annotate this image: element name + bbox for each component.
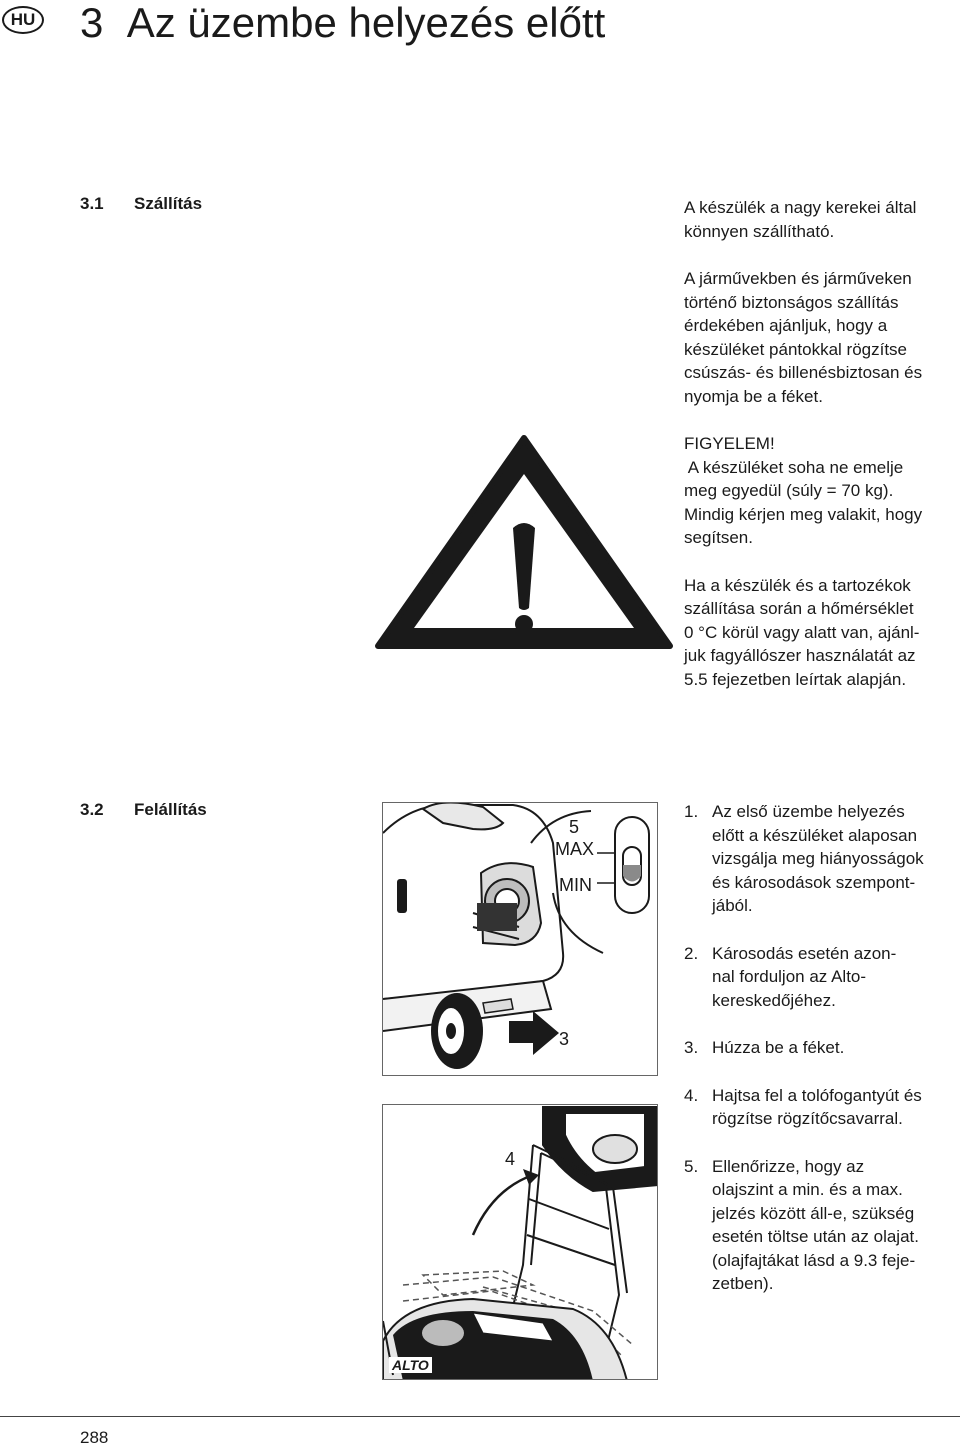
chapter-title-text: Az üzembe helyezés előtt (126, 0, 606, 46)
text-line: juk fagyállószer használatát az (684, 646, 916, 665)
paragraph (684, 267, 960, 408)
machine-handle-illustration (383, 1105, 658, 1380)
text-line: rögzítse rögzítőcsavarral. (712, 1109, 903, 1128)
figure-handle-unfold (382, 1104, 658, 1380)
text-line: nyomja be a féket. (684, 386, 823, 406)
figure-label-min: MIN (559, 875, 592, 895)
text-line: 0 °C körül vagy alatt van, ajánl- (684, 622, 920, 642)
text-line: könnyen szállítható. (684, 221, 835, 241)
text-line: érdekében ajánljuk, hogy a (684, 316, 888, 335)
step-text (712, 1155, 919, 1296)
text-line: (olajfajtákat lásd a 9.3 feje- (712, 1250, 916, 1270)
wheel-icon (431, 993, 483, 1069)
footer-divider (0, 1416, 960, 1417)
text-line: Hajtsa fel a tolófogantyút és (712, 1085, 922, 1105)
text-line: csúszás- és billenésbiztosan és (684, 363, 923, 382)
step-text (712, 800, 924, 918)
page-number: 288 (80, 1428, 109, 1447)
machine-front-illustration (383, 803, 658, 1076)
step-text (712, 1036, 844, 1060)
list-item (684, 800, 960, 918)
figure-label-max: MAX (555, 839, 595, 859)
step-number: 1. (684, 802, 699, 821)
text-line: történő biztonságos szállítás (684, 292, 899, 312)
language-badge: HU (2, 6, 44, 34)
text-line: Mindig kérjen meg valakit, hogy (684, 504, 923, 524)
warning-heading: FIGYELEM! (684, 434, 775, 453)
figure-label-5: 5 (569, 817, 580, 837)
figure-label-3: 3 (559, 1029, 570, 1049)
text-line: előtt a készüléket alaposan (712, 825, 918, 845)
chapter-number: 3 (80, 0, 104, 46)
text-line: segítsen. (684, 528, 753, 547)
text-line: és károsodások szempont- (712, 872, 916, 892)
text-line: zetben). (712, 1274, 774, 1293)
figure-label-4: 4 (505, 1149, 516, 1169)
warning-triangle-icon (372, 432, 676, 652)
text-line: szállítása során a hőmérséklet (684, 599, 914, 618)
step-number: 4. (684, 1085, 699, 1105)
text-line: 5.5 fejezetben leírtak alapján. (684, 669, 907, 689)
text-line: Ellenőrizze, hogy az (712, 1156, 865, 1176)
section-title: Felállítás (134, 800, 207, 819)
text-line: esetén töltse után az olajat. (712, 1227, 919, 1246)
brand-logo: ALTO (389, 1357, 432, 1373)
step-number: 5. (684, 1156, 699, 1176)
text-line: Az első üzembe helyezés (712, 802, 905, 821)
text-line: kereskedőjéhez. (712, 990, 836, 1010)
figure-oil-level (382, 802, 658, 1076)
note-text (684, 574, 960, 692)
section-number: 3.1 (80, 194, 104, 213)
list-item (684, 1155, 960, 1296)
section-number: 3.2 (80, 800, 104, 819)
text-line: jelzés között áll-e, szükség (712, 1203, 915, 1223)
paragraph (684, 196, 960, 243)
step-number: 2. (684, 943, 699, 963)
text-line: jából. (712, 896, 753, 915)
step-text (712, 1084, 922, 1131)
step-number: 3. (684, 1038, 699, 1057)
text-line: olajszint a min. és a max. (712, 1180, 903, 1199)
text-line: A járművekben és járműveken (684, 269, 912, 288)
text-line: készüléket pántokkal rögzítse (684, 339, 908, 359)
text-line: A készülék a nagy kerekei által (684, 198, 917, 217)
setup-steps-list (684, 800, 960, 1296)
chapter-title (80, 0, 605, 48)
list-item (684, 942, 960, 1013)
list-item (684, 1036, 960, 1060)
section-body (684, 196, 960, 691)
text-line: Ha a készülék és a tartozékok (684, 575, 911, 595)
warning-text (684, 432, 960, 550)
section-title: Szállítás (134, 194, 203, 213)
oil-sight-glass-icon (615, 817, 649, 913)
list-item (684, 1084, 960, 1131)
text-line: meg egyedül (súly = 70 kg). (684, 481, 894, 500)
step-text (712, 942, 896, 1013)
text-line: Húzza be a féket. (712, 1038, 845, 1057)
text-line: Károsodás esetén azon- (712, 943, 897, 963)
text-line: A készüléket soha ne emelje (684, 457, 904, 477)
handle-slot-icon (397, 879, 407, 913)
arrow-icon (509, 1011, 559, 1055)
text-line: nal forduljon az Alto- (712, 967, 867, 986)
text-line: vizsgálja meg hiányosságok (712, 849, 924, 868)
outlet-fitting-icon (477, 903, 517, 931)
